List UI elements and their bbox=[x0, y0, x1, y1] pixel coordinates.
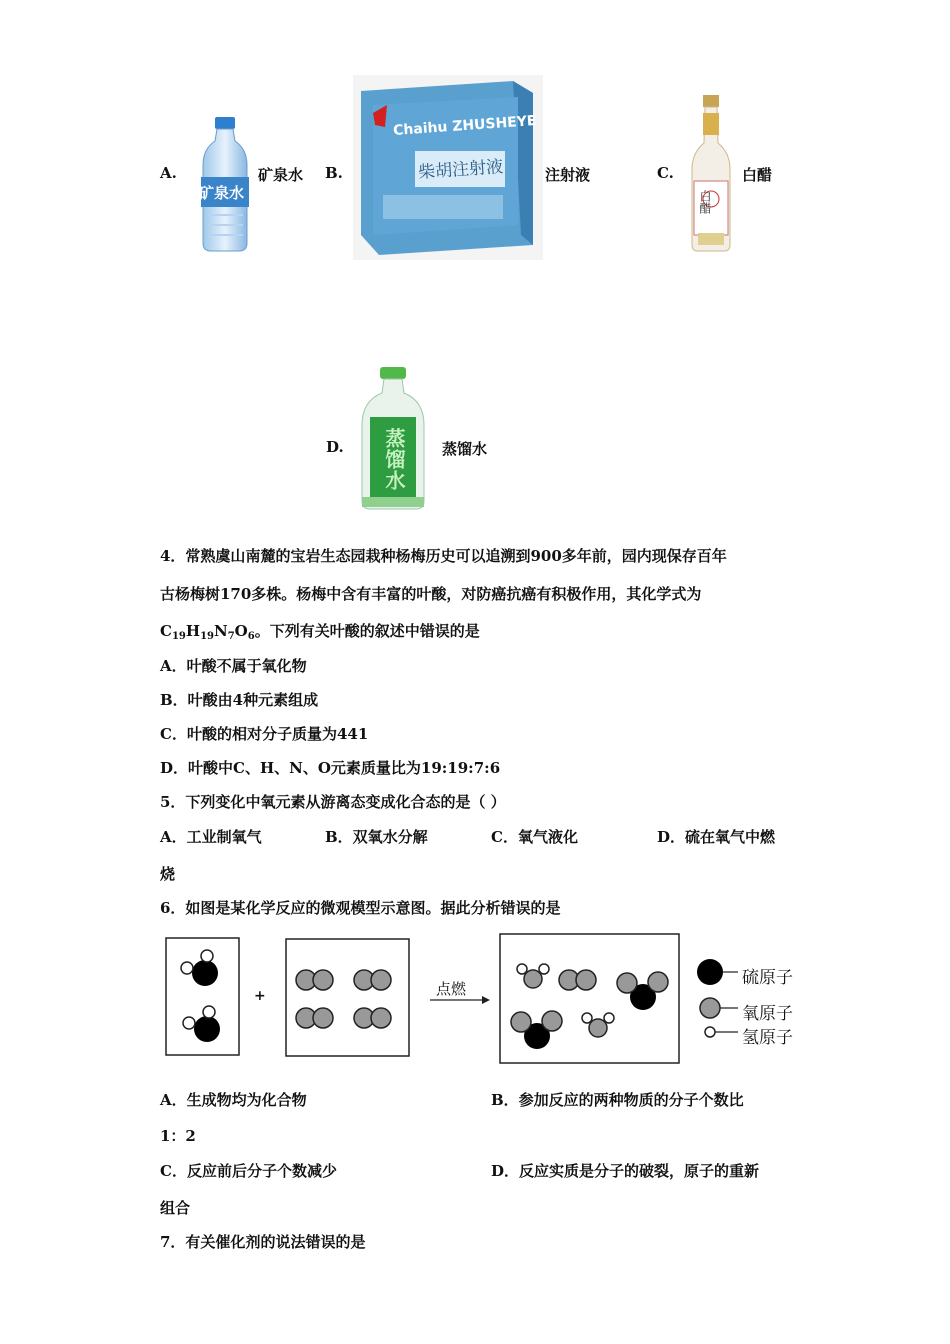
product-box bbox=[499, 933, 681, 1065]
option-d-label: 蒸馏水 bbox=[442, 440, 488, 458]
q7-stem: 7．有关催化剂的说法错误的是 bbox=[160, 1233, 366, 1251]
q5-stem: 5．下列变化中氧元素从游离态变成化合态的是（ ） bbox=[160, 793, 506, 811]
legend-oxygen-label: 氧原子 bbox=[742, 1004, 793, 1024]
box-title-text: 柴胡注射液 bbox=[417, 157, 504, 183]
q5-option-c: C．氧气液化 bbox=[491, 828, 578, 846]
q5-option-b: B．双氧水分解 bbox=[325, 828, 428, 846]
option-c-label: 白醋 bbox=[742, 166, 773, 184]
legend-hydrogen-label: 氢原子 bbox=[742, 1028, 793, 1048]
formula-o-sub: 6 bbox=[247, 631, 255, 642]
legend-hydrogen-icon bbox=[705, 1027, 715, 1037]
q6-option-b: B．参加反应的两种物质的分子个数比 bbox=[491, 1091, 744, 1109]
q5-option-a: A．工业制氧气 bbox=[160, 828, 262, 846]
q4-option-b: B．叶酸由4种元素组成 bbox=[160, 691, 319, 709]
vinegar-bottle-text: 白醋 bbox=[698, 190, 712, 214]
q4-line-1: 4．常熟虞山南麓的宝岩生态园栽种杨梅历史可以追溯到900多年前，园内现保存百年 bbox=[160, 547, 727, 565]
formula-h-sub: 19 bbox=[200, 631, 214, 642]
q4-line-3 bbox=[160, 621, 480, 641]
formula-c: C bbox=[160, 622, 172, 640]
q6-option-d-cont: 组合 bbox=[160, 1199, 191, 1217]
legend-oxygen-icon bbox=[700, 998, 720, 1018]
q4-line-2: 古杨梅树170多株。杨梅中含有丰富的叶酸，对防癌抗癌有积极作用，其化学式为 bbox=[160, 585, 702, 603]
option-b-letter: B. bbox=[325, 164, 343, 182]
box-brand-text: Chaihu ZHUSHEYE bbox=[392, 113, 537, 139]
q5-option-d-cont: 烧 bbox=[160, 865, 176, 883]
reaction-arrow bbox=[428, 994, 492, 1006]
bottle-label-text: 矿泉水 bbox=[199, 184, 245, 202]
q6-stem: 6．如图是某化学反应的微观模型示意图。据此分析错误的是 bbox=[160, 899, 561, 917]
vinegar-text-anchor bbox=[697, 108, 727, 128]
q4-option-a: A．叶酸不属于氧化物 bbox=[160, 657, 307, 675]
formula-c-sub: 19 bbox=[171, 631, 186, 642]
legend-sulfur-label: 硫原子 bbox=[742, 968, 793, 988]
plus-sign: + bbox=[254, 988, 266, 1004]
q5-option-d: D．硫在氧气中燃 bbox=[657, 828, 776, 846]
legend-symbols bbox=[694, 958, 740, 1048]
option-c-letter: C. bbox=[657, 164, 674, 182]
jug-label-text: 蒸馏水 bbox=[382, 428, 406, 491]
q6-option-c: C．反应前后分子个数减少 bbox=[160, 1162, 337, 1180]
option-a-label: 矿泉水 bbox=[258, 166, 304, 184]
q6-option-a: A．生成物均为化合物 bbox=[160, 1091, 307, 1109]
formula-h: H bbox=[185, 622, 201, 640]
q6-option-b-cont: 1：2 bbox=[160, 1127, 196, 1145]
formula-n: N bbox=[213, 622, 228, 640]
reactant-box-o2 bbox=[285, 938, 411, 1058]
formula-o: O bbox=[234, 622, 248, 640]
option-d-letter: D. bbox=[326, 438, 344, 456]
option-a-letter: A. bbox=[160, 164, 177, 182]
q4-line-3-tail: 。下列有关叶酸的叙述中错误的是 bbox=[254, 622, 480, 640]
option-b-label: 注射液 bbox=[545, 166, 591, 184]
q4-option-d: D．叶酸中C、H、N、O元素质量比为19:19:7:6 bbox=[160, 759, 501, 777]
formula-n-sub: 7 bbox=[227, 631, 235, 642]
arrow-label: 点燃 bbox=[436, 980, 467, 998]
reactant-box-h2s bbox=[165, 937, 241, 1057]
q4-option-c: C．叶酸的相对分子质量为441 bbox=[160, 725, 369, 743]
legend-sulfur-icon bbox=[697, 959, 723, 985]
q6-option-d: D．反应实质是分子的破裂，原子的重新 bbox=[491, 1162, 760, 1180]
